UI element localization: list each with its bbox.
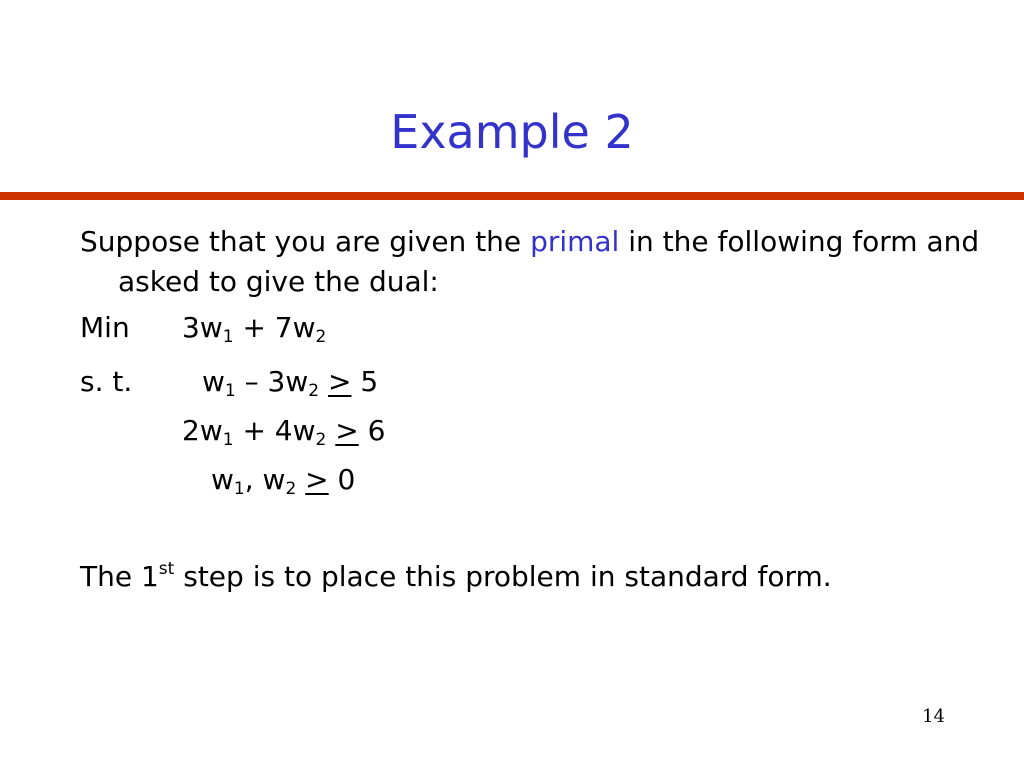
constraint-1-term-1: w: [202, 365, 225, 398]
constraint-2-term-1: 2w: [182, 414, 223, 447]
constraint-2-sub-1: 1: [222, 430, 234, 450]
ordinal-superscript: st: [158, 559, 175, 579]
constraint-label: s. t.: [80, 365, 133, 398]
constraint-2: [182, 411, 385, 451]
slide-title: Example 2: [390, 105, 634, 159]
constraint-3-sub-1: 1: [233, 479, 245, 499]
constraint-2-sub-2: 2: [315, 430, 327, 450]
conclusion-text-start: The 1: [80, 560, 159, 593]
objective-sub-1: 1: [222, 327, 234, 347]
constraint-3-term-2: , w: [244, 463, 286, 496]
objective-term-2: + 7w: [233, 311, 316, 344]
constraint-1-sub-2: 2: [308, 381, 320, 401]
constraint-3-sub-2: 2: [285, 479, 297, 499]
constraint-1: [202, 362, 378, 402]
constraint-3-term-1: w: [211, 463, 234, 496]
conclusion-text-end: step is to place this problem in standard form.: [174, 560, 832, 593]
constraint-2-rhs: 6: [358, 414, 386, 447]
objective-label: Min: [80, 311, 130, 344]
intro-paragraph: [80, 222, 998, 302]
page-number: 14: [922, 706, 945, 727]
conclusion-paragraph: [80, 557, 998, 597]
constraint-2-sign: >: [335, 414, 359, 447]
constraint-2-term-2: + 4w: [233, 414, 316, 447]
constraint-1-term-2: – 3w: [235, 365, 309, 398]
primal-highlight: primal: [530, 225, 620, 258]
constraint-1-sign: >: [327, 365, 352, 398]
constraint-3-rhs: 0: [328, 463, 356, 496]
constraint-1-sub-1: 1: [224, 381, 236, 401]
nonnegativity-constraint: [211, 460, 355, 500]
objective-sub-2: 2: [315, 327, 327, 347]
intro-text-start: Suppose that you are given the: [80, 225, 531, 258]
title-divider: [0, 192, 1024, 200]
objective-expression: [182, 308, 326, 348]
intro-text-end: in the following form and asked to give the dual:: [118, 225, 980, 298]
constraint-3-sign: >: [305, 463, 329, 496]
objective-term-1: 3w: [182, 311, 223, 344]
constraint-1-rhs: 5: [351, 365, 379, 398]
